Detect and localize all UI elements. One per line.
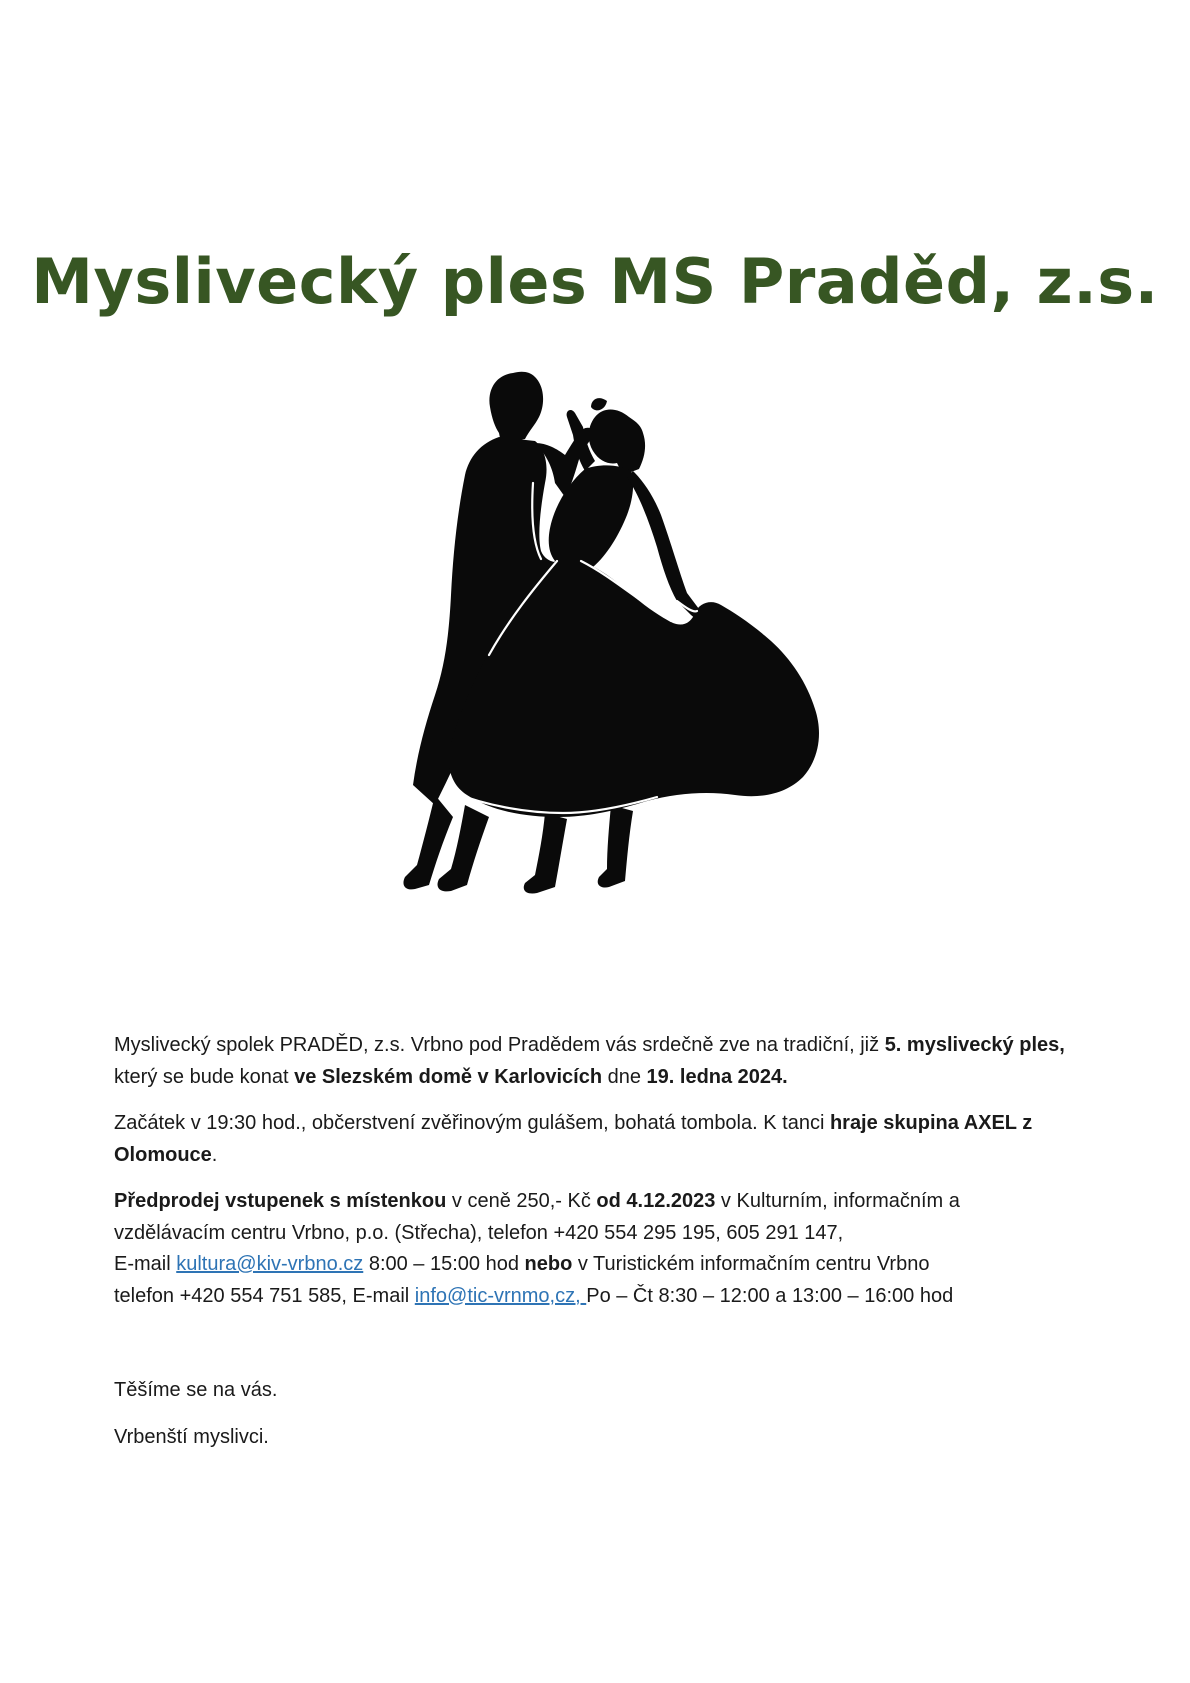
- text-span: E-mail: [114, 1253, 177, 1275]
- paragraph-invitation: [114, 1030, 1074, 1093]
- paragraph-tickets: [114, 1186, 1074, 1312]
- presale-date: od 4.12.2023: [596, 1190, 716, 1212]
- email-link-tic[interactable]: info@tic-vrnmo,cz,: [414, 1284, 587, 1307]
- text-span: dne: [602, 1065, 647, 1088]
- presale-heading: Předprodej vstupenek s místenkou: [114, 1190, 447, 1212]
- paragraph-program: [114, 1108, 1074, 1171]
- spacer: [114, 1327, 1074, 1375]
- text-span: který se bude konat: [114, 1065, 295, 1088]
- opening-hours: 8:00 – 15:00 hod: [363, 1253, 525, 1275]
- bold-span: nebo: [524, 1253, 573, 1275]
- email-link-kultura[interactable]: kultura@kiv-vrbno.cz: [176, 1253, 364, 1275]
- bold-span: 5. myslivecký ples,: [884, 1034, 1065, 1056]
- text-span: v Kulturním, informačním a vzdělávacím centru Vrbno, p.o. (Střecha), telefon +420 554 295 195, 605 291 147,: [114, 1190, 960, 1244]
- closing-greeting: Těšíme se na vás.: [114, 1379, 278, 1401]
- invitation-text: [114, 1030, 1074, 1468]
- opening-hours: Po – Čt 8:30 – 12:00 a 13:00 – 16:00 hod: [586, 1284, 954, 1307]
- closing-signature: Vrbenští myslivci.: [114, 1425, 269, 1448]
- text-span: Začátek v 19:30 hod., občerstvení zvěřinovým gulášem, bohatá tombola. K tanci: [114, 1112, 830, 1134]
- dancing-couple-silhouette-icon: [395, 365, 825, 920]
- page-title: Myslivecký ples MS Praděd, z.s.: [31, 245, 1159, 318]
- text-span: telefon +420 554 751 585, E-mail: [114, 1284, 415, 1307]
- price: v ceně 250,- Kč: [446, 1190, 597, 1212]
- band-name: hraje skupina AXEL z Olomouce: [114, 1112, 1033, 1166]
- venue: ve Slezském domě v Karlovicích: [294, 1065, 603, 1088]
- text-span: .: [211, 1143, 218, 1166]
- event-date: 19. ledna 2024.: [646, 1065, 788, 1088]
- text-span: Myslivecký spolek PRADĚD, z.s. Vrbno pod Pradědem vás srdečně zve na tradiční, již: [114, 1034, 885, 1056]
- text-span: v Turistickém informačním centru Vrbno: [572, 1253, 930, 1275]
